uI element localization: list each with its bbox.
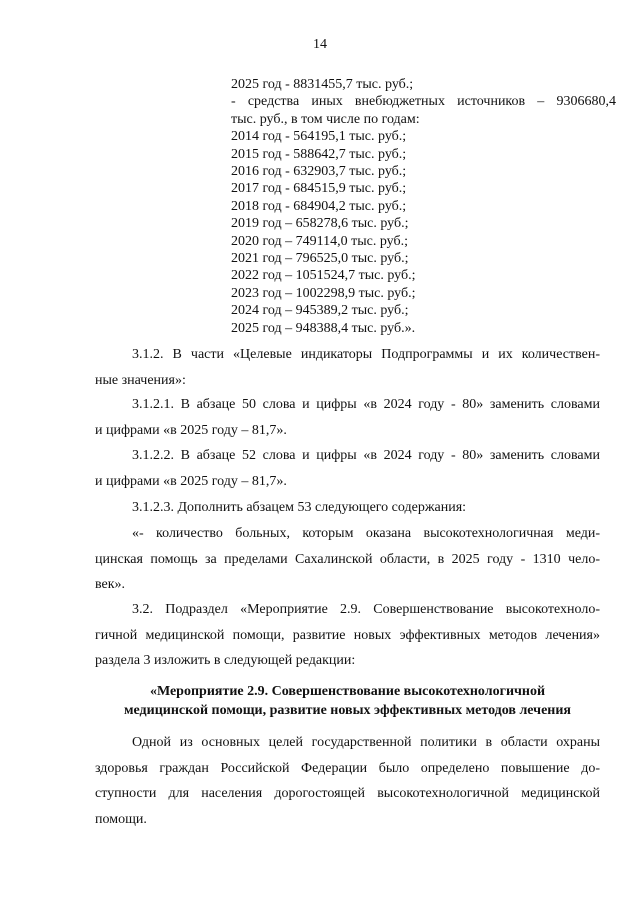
page-number: 14 [313,37,327,52]
paragraph-3-2 [95,597,600,674]
paragraph-3-1-2-3 [95,495,600,521]
paragraph-line: 3.1.2. В части «Целевые индикаторы Подпрограммы и их количествен- [132,347,600,362]
paragraph-line: гичной медицинской помощи, развитие новых эффективных методов лечения» [95,627,600,643]
funding-line: 2015 год - 588642,7 тыс. руб.; [231,146,407,162]
paragraph-line: помощи. [95,811,147,827]
paragraph-line: 3.1.2.2. В абзаце 52 слова и цифры «в 2024 году - 80» заменить словами [132,448,600,463]
heading-line: «Мероприятие 2.9. Совершенствование высокотехнологичной [149,684,546,699]
paragraph-line: и цифрами «в 2025 году – 81,7». [95,422,287,438]
paragraph-line: «- количество больных, которым оказана высокотехнологичная меди- [132,526,600,541]
paragraph-line: Одной из основных целей государственной политики в области охраны [132,735,600,750]
section-heading [90,682,605,720]
body-paragraph [95,730,600,832]
funding-line: 2017 год - 684515,9 тыс. руб.; [231,181,407,197]
funding-line: 2020 год – 749114,0 тыс. руб.; [231,233,408,249]
paragraph-line: и цифрами «в 2025 году – 81,7». [95,473,287,489]
funding-line: 2016 год - 632903,7 тыс. руб.; [231,164,407,180]
paragraph-line: ные значения»: [95,372,186,388]
funding-line: 2022 год – 1051524,7 тыс. руб.; [231,268,416,284]
paragraph-line: 3.1.2.3. Дополнить абзацем 53 следующего содержания: [132,500,467,515]
funding-line: 2021 год – 796525,0 тыс. руб.; [231,251,409,267]
funding-line: тыс. руб., в том числе по годам: [231,111,420,127]
quoted-paragraph [95,521,600,598]
funding-line: 2018 год - 684904,2 тыс. руб.; [231,198,407,214]
funding-line: 2023 год – 1002298,9 тыс. руб.; [231,285,416,301]
paragraph-line: 3.2. Подраздел «Мероприятие 2.9. Совершенствование высокотехноло- [132,602,600,617]
paragraph-line: 3.1.2.1. В абзаце 50 слова и цифры «в 2024 году - 80» заменить словами [132,397,600,412]
funding-line: 2024 год – 945389,2 тыс. руб.; [231,303,409,319]
funding-line: 2014 год - 564195,1 тыс. руб.; [231,129,407,145]
paragraph-line: цинская помощь за пределами Сахалинской области, в 2025 году - 1310 чело- [95,551,600,567]
paragraph-line: раздела 3 изложить в следующей редакции: [95,653,356,668]
funding-line: 2019 год – 658278,6 тыс. руб.; [231,216,409,232]
paragraph-3-1-2-1 [95,392,600,443]
paragraph-3-1-2-2 [95,443,600,494]
funding-line: 2025 год – 948388,4 тыс. руб.». [231,320,416,336]
paragraph-line: здоровья граждан Российской Федерации было определено повышение до- [95,760,600,776]
paragraph-line: ступности для населения дорогостоящей высокотехнологичной медицинской [95,786,600,801]
funding-line: 2025 год - 8831455,7 тыс. руб.; [231,77,414,92]
funding-line: - средства иных внебюджетных источников – 9306680,4 [231,94,616,110]
funding-list [231,76,616,337]
paragraph-3-1-2 [95,342,600,393]
heading-line: медицинской помощи, развитие новых эффективных методов лечения [123,703,571,718]
paragraph-line: век». [95,577,126,592]
